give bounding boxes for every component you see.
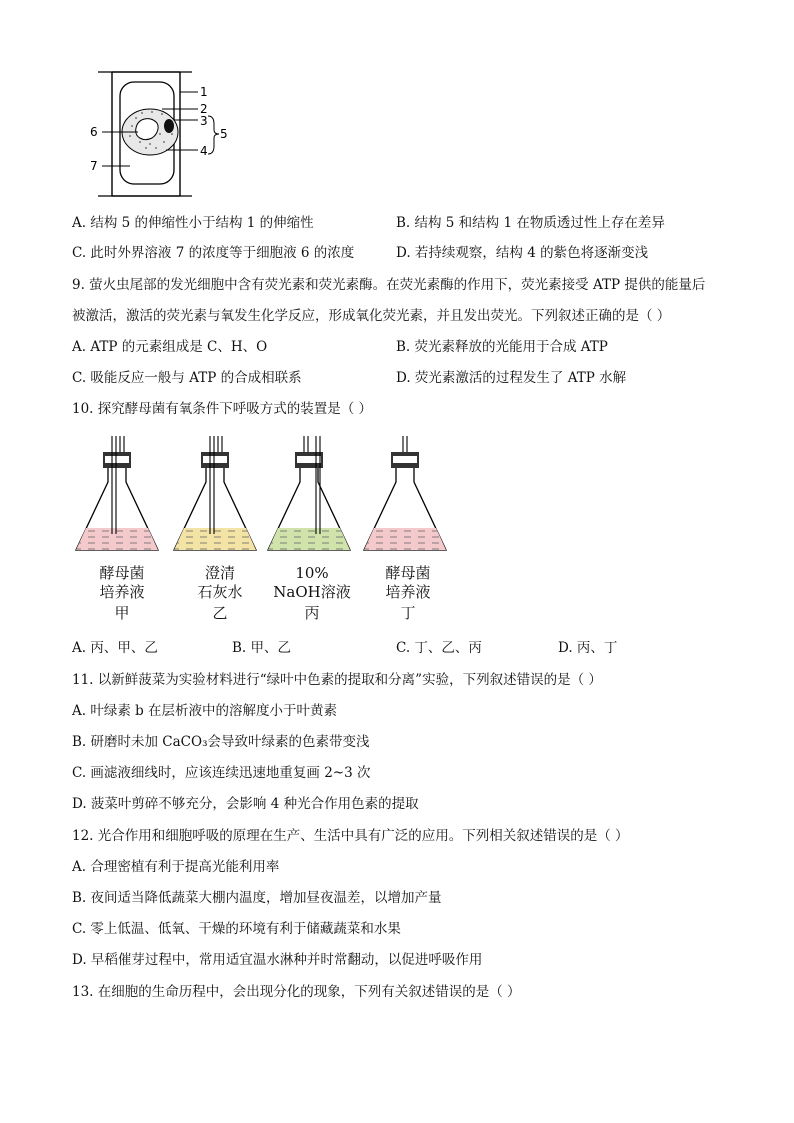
flask-bing-label-line2: NaOH溶液 [273,583,351,601]
cell-label-1: 1 [200,85,208,99]
q11-stem: 11. 以新鲜菠菜为实验材料进行“绿叶中色素的提取和分离”实验，下列叙述错误的是（ ） [72,672,602,688]
q10-option-b: B. 甲、乙 [232,640,292,656]
q11-option-a: A. 叶绿素 b 在层析液中的溶解度小于叶黄素 [72,703,338,719]
q9-option-c: C. 吸能反应一般与 ATP 的合成相联系 [72,370,302,386]
flask-ding-label-line1: 酵母菌 [385,564,431,582]
nucleus [164,119,174,133]
flask-jia-label-line1: 酵母菌 [99,564,145,582]
cell-label-6: 6 [90,125,98,139]
flask-ding [364,436,446,550]
q10-option-a: A. 丙、甲、乙 [72,640,158,656]
q11-option-c: C. 画滤液细线时，应该连续迅速地重复画 2~3 次 [72,765,371,781]
q8-option-a: A. 结构 5 的伸缩性小于结构 1 的伸缩性 [72,215,314,231]
cell-label-5: 5 [220,127,228,141]
plant-cell-diagram [80,68,250,203]
cell-label-7: 7 [90,159,98,173]
q12-stem: 12. 光合作用和细胞呼吸的原理在生产、生活中具有广泛的应用。下列相关叙述错误的是（ ） [72,828,629,844]
q9-stem-line1: 9. 萤火虫尾部的发光细胞中含有荧光素和荧光素酶。在荧光素酶的作用下，荧光素接受 ATP 提供的能量后 [72,277,706,293]
flask-ding-label-line2: 培养液 [385,583,431,601]
q8-option-b: B. 结构 5 和结构 1 在物质透过性上存在差异 [396,215,665,231]
flask-jia-label-line2: 培养液 [99,583,145,601]
cell-sap [136,119,158,140]
q9-stem-line2: 被激活，激活的荧光素与氧发生化学反应，形成氧化荧光素，并且发出荧光。下列叙述正确的是（ ） [72,308,671,324]
q12-option-b: B. 夜间适当降低蔬菜大棚内温度，增加昼夜温差，以增加产量 [72,890,442,906]
q9-option-d: D. 荧光素激活的过程发生了 ATP 水解 [396,370,627,386]
cell-label-3: 3 [200,114,208,128]
q12-option-d: D. 早稻催芽过程中，常用适宜温水淋种并时常翻动，以促进呼吸作用 [72,952,483,968]
flask-bing-name: 丙 [304,604,320,622]
cell-label-2: 2 [200,102,208,116]
q12-option-c: C. 零上低温、低氧、干燥的环境有利于储藏蔬菜和水果 [72,921,401,937]
q8-option-c: C. 此时外界溶液 7 的浓度等于细胞液 6 的浓度 [72,245,355,261]
flask-ding-name: 丁 [400,604,416,622]
flask-bing [268,436,350,550]
flask-bing-label-line1: 10% [295,564,329,582]
q10-stem: 10. 探究酵母菌有氧条件下呼吸方式的装置是（ ） [72,401,373,417]
q12-option-a: A. 合理密植有利于提高光能利用率 [72,859,280,875]
cell-label-4: 4 [200,144,208,158]
q13-stem: 13. 在细胞的生命历程中，会出现分化的现象，下列有关叙述错误的是（ ） [72,984,521,1000]
flask-yi [174,436,256,550]
q11-option-d: D. 菠菜叶剪碎不够充分，会影响 4 种光合作用色素的提取 [72,796,419,812]
q9-option-b: B. 荧光素释放的光能用于合成 ATP [396,339,608,355]
q10-option-d: D. 丙、丁 [558,640,618,656]
flask-yi-label-line2: 石灰水 [197,583,243,601]
q8-option-d: D. 若持续观察，结构 4 的紫色将逐渐变浅 [396,245,649,261]
flask-jia-name: 甲 [114,604,130,622]
q9-option-a: A. ATP 的元素组成是 C、H、O [72,339,268,355]
flask-yi-label-line1: 澄清 [204,564,235,582]
flask-yi-name: 乙 [212,604,228,622]
q10-option-c: C. 丁、乙、丙 [396,640,482,656]
q11-option-b: B. 研磨时未加 CaCO₃会导致叶绿素的色素带变浅 [72,734,370,750]
flask-apparatus-figure [64,432,454,562]
flask-jia [76,436,158,550]
